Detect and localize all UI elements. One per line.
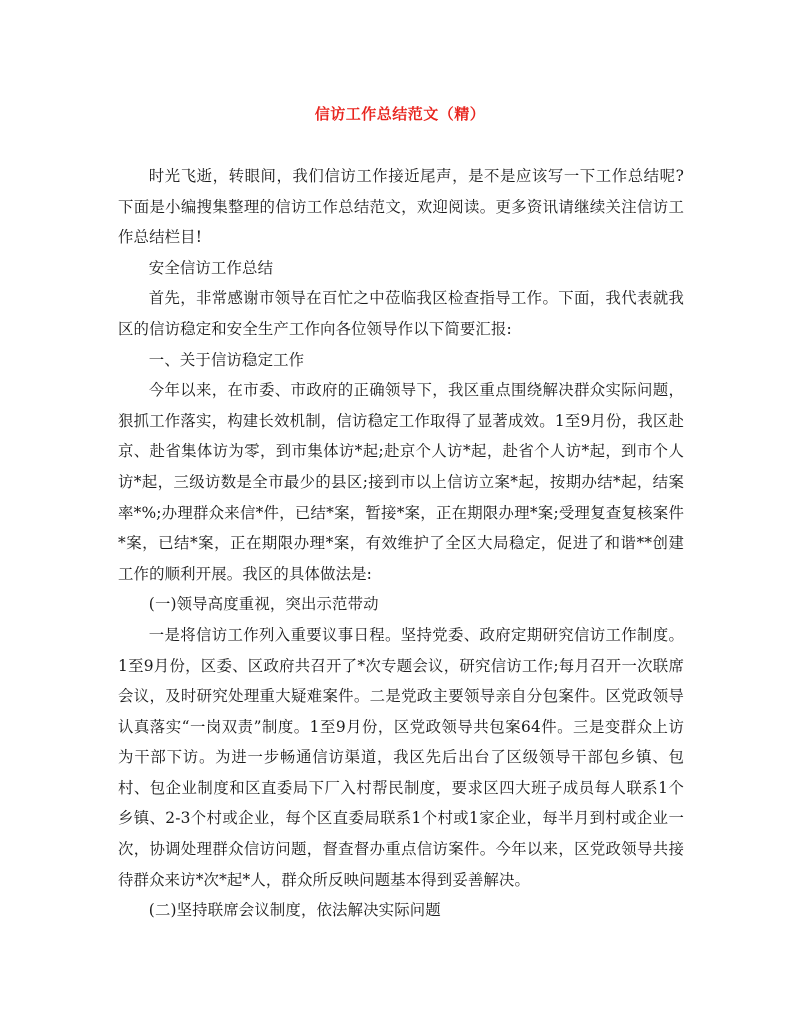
section-heading-stability: 一、关于信访稳定工作: [148, 350, 305, 369]
opening-paragraph: 首先，非常感谢市领导在百忙之中莅临我区检查指导工作。下面，我代表就我区的信访稳定和安全生产工作向各位领导作以下简要汇报:: [118, 289, 684, 338]
section-heading-safety-summary: 安全信访工作总结: [148, 258, 274, 277]
document-body: [118, 161, 684, 926]
leadership-measures-paragraph: 一是将信访工作列入重要议事日程。坚持党委、政府定期研究信访工作制度。1至9月份，区委、区政府共召开了*次专题会议，研究信访工作;每月召开一次联席会议，及时研究处理重大疑难案件。二是党政主要领导亲自分包案件。区党政领导认真落实“一岗双责”制度。1至9月份，区党政领导共包案64件。三是变群众上访为干部下访。为进一步畅通信访渠道，我区先后出台了区级领导干部包乡镇、包村、包企业制度和区直委局下厂入村帮民制度，要求区四大班子成员每人联系1个乡镇、2-3个村或企业，每个区直委局联系1个村或1家企业，每半月到村或企业一次，协调处理群众信访问题，督查督办重点信访案件。今年以来，区党政领导共接待群众来访*次*起*人，群众所反映问题基本得到妥善解决。: [118, 625, 684, 889]
stability-results-paragraph: 今年以来，在市委、市政府的正确领导下，我区重点围绕解决群众实际问题，狠抓工作落实，构建长效机制，信访稳定工作取得了显著成效。1至9月份，我区赴京、赴省集体访为零，到市集体访*起;赴京个人访*起，赴省个人访*起，到市个人访*起，三级访数是全市最少的县区;接到市以上信访立案*起，按期办结*起，结案率*%;办理群众来信*件，已结*案，暂接*案，正在期限办理*案;受理复查复核案件*案，已结*案，正在期限办理*案，有效维护了全区大局稳定，促进了和谐**创建工作的顺利开展。我区的具体做法是:: [118, 381, 684, 583]
intro-paragraph: 时光飞逝，转眼间，我们信访工作接近尾声，是不是应该写一下工作总结呢?下面是小编搜集整理的信访工作总结范文，欢迎阅读。更多资讯请继续关注信访工作总结栏目!: [118, 167, 684, 247]
subsection-heading-joint-meeting: (二)坚持联席会议制度，依法解决实际问题: [148, 901, 441, 920]
subsection-heading-leadership: (一)领导高度重视，突出示范带动: [148, 595, 379, 614]
document-title: 信访工作总结范文（精）: [314, 105, 486, 123]
